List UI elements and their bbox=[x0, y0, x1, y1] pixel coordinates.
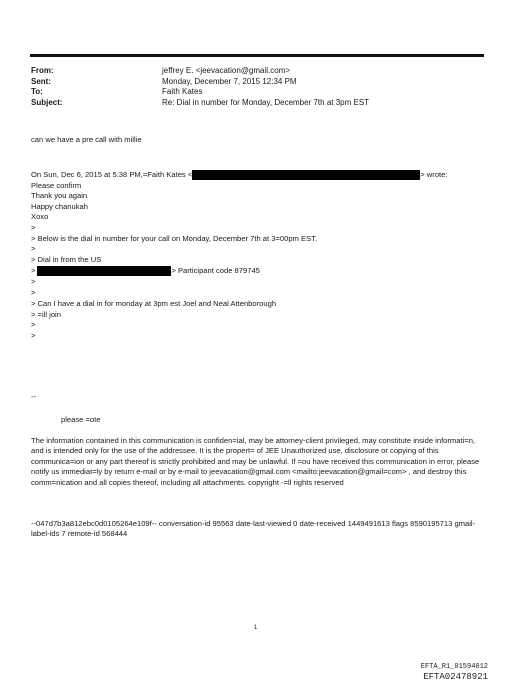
page-number: 1 bbox=[254, 625, 258, 631]
header-rule bbox=[30, 54, 484, 57]
subject-value: Re: Dial in number for Monday, December 7th at 3pm EST bbox=[162, 97, 370, 107]
quoted-line: > bbox=[31, 244, 36, 253]
participant-prefix: > bbox=[31, 266, 36, 275]
message-metadata: --047d7b3a812ebc0d0105264e109f-- conversation-id 95563 date-last-viewed 0 date-received 1449491613 flags 8590195713 gmail-label-ids 7 remote-id 568444 bbox=[31, 519, 476, 539]
dial-line: > Below is the dial in number for your call on Monday, December 7th at 3=00pm EST. bbox=[31, 233, 318, 243]
subject-row bbox=[31, 98, 369, 109]
sent-label: Sent: bbox=[31, 76, 51, 86]
reply-text: can we have a pre call with millie bbox=[31, 135, 142, 144]
redaction-block bbox=[37, 266, 171, 276]
quoted-line: > bbox=[31, 320, 36, 329]
please-note: please =ote bbox=[61, 415, 101, 424]
dial-us-line: > Dial in from the US bbox=[31, 255, 102, 264]
sent-value: Monday, December 7, 2015 12:34 PM bbox=[162, 76, 297, 86]
quoted-intro-before: On Sun, Dec 6, 2015 at 5:38 PM,=Faith Kates < bbox=[31, 170, 193, 179]
quoted-line: Happy chanukah bbox=[31, 201, 88, 211]
from-row bbox=[31, 66, 369, 77]
from-label: From: bbox=[31, 66, 54, 75]
signature-dash: -- bbox=[31, 392, 37, 401]
redaction-block bbox=[192, 170, 420, 180]
quoted-line: > bbox=[31, 331, 36, 340]
can-line: > Can I have a dial in for monday at 3pm est Joel and Neal Attenborough bbox=[31, 299, 277, 308]
participant-line bbox=[31, 266, 260, 276]
disclaimer-text: The information contained in this communication is confiden=ial, may be attorney-client privileged, may constitute inside informati=n, and is intended only for the use of the addressee. It is the propert= of JEE Unauthorized use, disclosure or copying of this communica=ion or any part thereof is strictly prohibited and may be unlawful. If =ou have received this communication in error, please notify us immediat=ly by return e-mail or by e-mail to jeevacation@gmail.com <mailto:jeevacation@gmail=com> , and destroy this comm=nication and all copies thereof, including all attachments. copyright -=ll rights reserved bbox=[31, 436, 480, 487]
email-header bbox=[31, 66, 369, 108]
bates-stamp-small: EFTA_R1_01594012 bbox=[420, 663, 488, 671]
quoted-line: > bbox=[31, 277, 36, 286]
quoted-intro bbox=[31, 170, 448, 180]
participant-code: > Participant code 879745 bbox=[171, 266, 260, 275]
to-row bbox=[31, 87, 369, 98]
to-value: Faith Kates bbox=[162, 87, 203, 97]
sent-row bbox=[31, 77, 369, 88]
quoted-line: > bbox=[31, 222, 36, 232]
quoted-line: Please confirm bbox=[31, 180, 82, 190]
quoted-intro-after: > wrote: bbox=[420, 170, 448, 179]
quoted-line: Xoxo bbox=[31, 212, 49, 221]
join-line: > =ill join bbox=[31, 309, 61, 319]
quoted-line: Thank you again bbox=[31, 191, 88, 200]
bates-stamp-large: EFTA02478921 bbox=[423, 672, 488, 682]
to-label: To: bbox=[31, 87, 43, 97]
quoted-line: > bbox=[31, 287, 36, 297]
subject-label: Subject: bbox=[31, 97, 63, 107]
from-value: jeffrey E. <jeevacation@gmail.com> bbox=[162, 66, 291, 75]
